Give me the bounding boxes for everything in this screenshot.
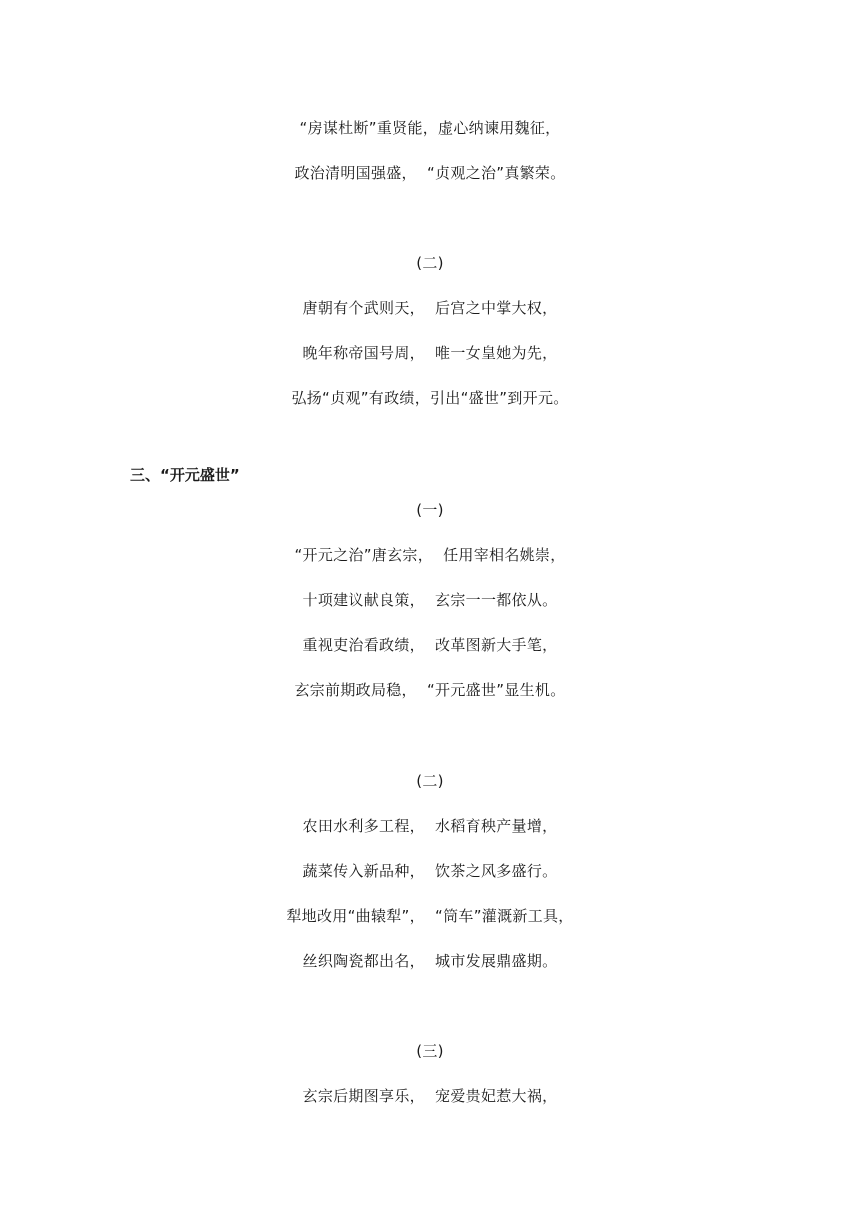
poem-line: 玄宗前期政局稳， “开元盛世”显生机。 [294, 681, 566, 699]
poem-line: 弘扬“贞观”有政绩，引出“盛世”到开元。 [291, 389, 569, 407]
poem-line: 唐朝有个武则天， 后宫之中掌大权， [302, 299, 558, 317]
poem-line: 丝织陶瓷都出名， 城市发展鼎盛期。 [302, 952, 558, 970]
stanza-label: (一) [416, 501, 444, 519]
poem-line: 玄宗后期图享乐， 宠爱贵妃惹大祸， [302, 1087, 558, 1105]
stanza-label: (三) [416, 1042, 444, 1060]
stanza-label: (二) [416, 772, 444, 790]
poem-line: “开元之治”唐玄宗， 任用宰相名姚崇， [294, 546, 566, 564]
poem-line: 十项建议献良策， 玄宗一一都依从。 [302, 591, 558, 609]
poem-line: 政治清明国强盛， “贞观之治”真繁荣。 [294, 164, 566, 182]
poem-line: 犁地改用“曲辕犁”， “筒车”灌溉新工具， [286, 907, 574, 925]
poem-line: 蔬菜传入新品种， 饮茶之风多盛行。 [302, 862, 558, 880]
poem-line: 重视吏治看政绩， 改革图新大手笔， [302, 636, 558, 654]
poem-line: 晚年称帝国号周， 唯一女皇她为先， [302, 344, 558, 362]
poem-line: 农田水利多工程， 水稻育秧产量增， [302, 817, 558, 835]
section-heading: 三、“开元盛世” [130, 466, 240, 484]
stanza-label: (二) [416, 254, 444, 272]
poem-line: “房谋杜断”重贤能，虚心纳谏用魏征， [299, 119, 561, 137]
